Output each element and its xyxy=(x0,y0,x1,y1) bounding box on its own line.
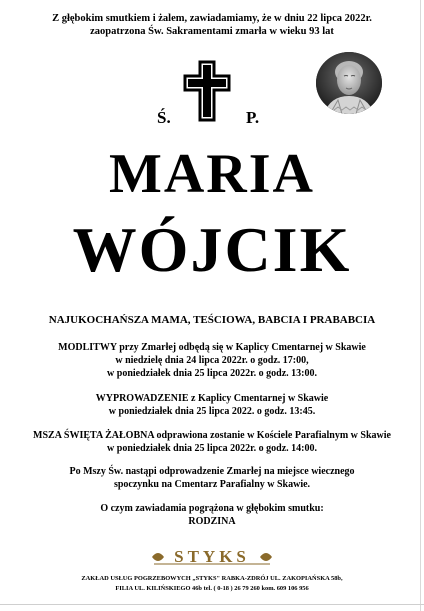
portrait-image xyxy=(316,52,382,114)
procession-line-1-rest: z Kaplicy Cmentarnej w Skawie xyxy=(188,393,329,404)
burial-line-1: Po Mszy Św. nastąpi odprowadzenie Zmarłej na miejsce wiecznego xyxy=(69,466,355,477)
footer-line-1: ZAKŁAD USŁUG POGRZEBOWYCH „STYKS" RABKA-ZDRÓJ UL. ZAKOPIAŃSKA 58b, xyxy=(81,575,343,582)
family-signature: RODZINA xyxy=(188,516,236,527)
last-name: WÓJCIK xyxy=(72,214,352,285)
mass-lead: MSZA ŚWIĘTA ŻAŁOBNA xyxy=(33,430,155,441)
first-name: MARIA xyxy=(109,143,315,205)
header-line-1: Z głębokim smutkiem i żalem, zawiadamiamy, że w dniu 22 lipca 2022r. xyxy=(52,13,372,24)
procession-line-1 xyxy=(0,392,424,405)
deceased-portrait xyxy=(316,52,382,114)
family-relations: NAJUKOCHAŃSZA MAMA, TEŚCIOWA, BABCIA I PRABABCIA xyxy=(48,314,376,326)
announcement-header xyxy=(0,12,424,38)
prayers-line-1 xyxy=(0,341,424,354)
prayers-line-2: w niedzielę dnia 24 lipca 2022r. o godz. 17:00, xyxy=(115,355,309,366)
burial-line-2: spoczynku na Cmentarz Parafialny w Skawie. xyxy=(113,479,311,490)
latin-cross-icon xyxy=(183,60,231,122)
honorific-left: Ś. xyxy=(157,108,171,127)
styks-logo xyxy=(150,546,274,568)
bottom-border xyxy=(0,604,424,605)
prayers-line-3: w poniedziałek dnia 25 lipca 2022r. o godz. 13:00. xyxy=(107,368,317,379)
footer-line-2: FILIA UL. KILIŃSKIEGO 46b tel. ( 0-18 ) 26 79 260 kom. 609 106 956 xyxy=(115,585,309,592)
burial-section xyxy=(0,465,424,491)
logo-text: STYKS xyxy=(174,547,250,566)
prayers-lead: MODLITWY xyxy=(58,342,117,353)
prayers-line-1-rest: przy Zmarłej odbędą się w Kaplicy Cmentarnej w Skawie xyxy=(116,342,366,353)
closing-section xyxy=(0,502,424,528)
mass-section xyxy=(0,429,424,455)
mass-line-2: w poniedziałek dnia 25 lipca 2022r. o godz. 14:00. xyxy=(107,443,317,454)
honorific-right: P. xyxy=(246,108,260,127)
procession-lead: WYPROWADZENIE xyxy=(95,393,189,404)
closing-line-1: O czym zawiadamia pogrążona w głębokim smutku: xyxy=(100,503,324,514)
mass-line-1 xyxy=(0,429,424,442)
procession-line-2: w poniedziałek dnia 25 lipca 2022. o godz. 13:45. xyxy=(108,406,316,417)
procession-section xyxy=(0,392,424,418)
header-line-2: zaopatrzona Św. Sakramentami zmarła w wieku 93 lat xyxy=(90,26,334,37)
prayers-section xyxy=(0,341,424,380)
mass-line-1-rest: odprawiona zostanie w Kościele Parafialnym w Skawie xyxy=(154,430,391,441)
funeral-home-footer xyxy=(0,574,424,594)
